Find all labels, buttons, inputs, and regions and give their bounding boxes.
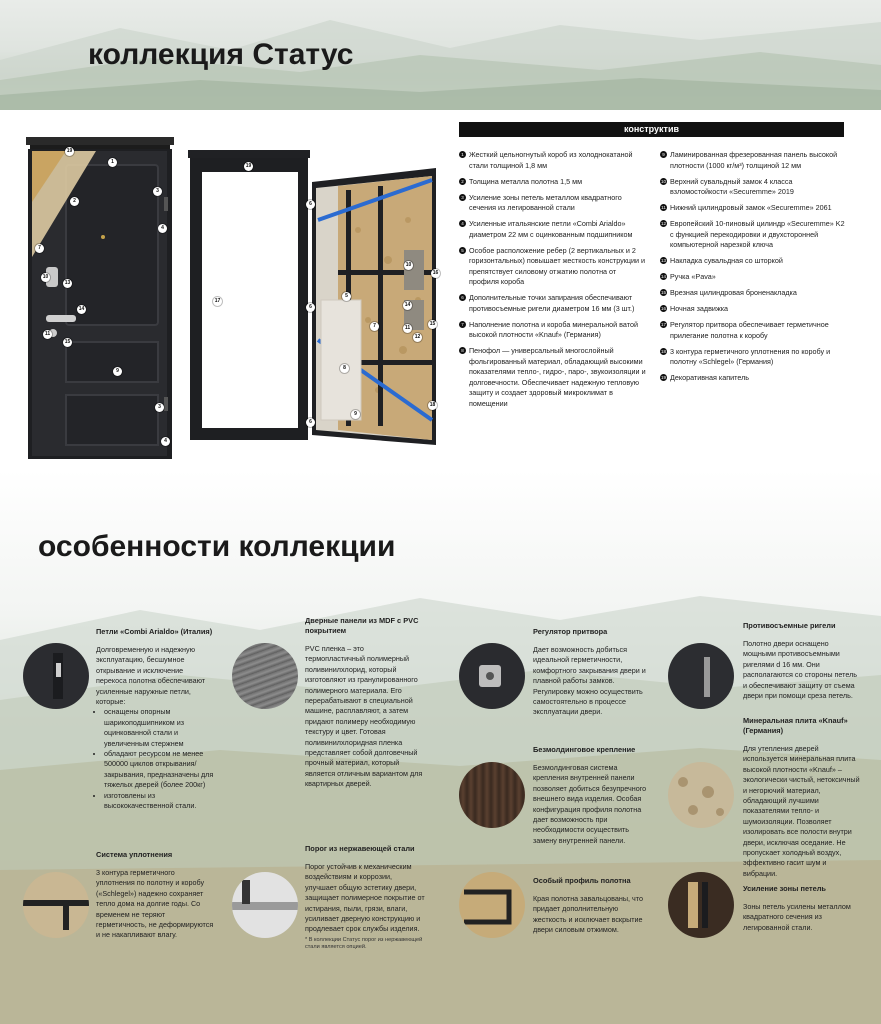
callout-number: 2 [70, 197, 79, 206]
spec-item: 15 Врезная цилиндровая броненакладка [660, 288, 797, 297]
feature-profile: Особый профиль полотна Края полотна завальцованы, что придает дополнительную жесткость и исключает вскрытие двери силовым отжимом. [533, 876, 643, 935]
door-frame-and-section-view [188, 150, 436, 445]
spec-item: 5 Особое расположение ребер (2 вертикальных и 2 горизонтальных) повышает жесткость конструкции и препятствует силовому отжатию полотна от профиля короба [459, 246, 647, 288]
callout-number: 4 [158, 224, 167, 233]
anti-removal-bolts-photo [668, 643, 734, 709]
callout-number: 19 [66, 148, 73, 154]
pvc-panel-photo [232, 643, 298, 709]
footnote: * В коллекции Статус порог из нержавеющей стали является опцией. [305, 936, 423, 950]
spec-item: 7 Наполнение полотна и короба минеральной ватой высокой плотности «Knauf» (Германия) [459, 320, 647, 341]
feature-regulator: Регулятор притвора Дает возможность добиться идеальной герметичности, комфортного закрывания двери и плавной работы замков. Регулировку можно осуществить самостоятельно в процессе эксплуатации двери. [533, 627, 646, 717]
callout-number: 7 [35, 244, 44, 253]
seal-system-photo [23, 872, 89, 938]
callout-number: 9 [113, 367, 122, 376]
feature-threshold: Порог из нержавеющей стали Порог устойчив к механическим воздействиям и коррозии, улучшает общую эстетику двери, защищает полимерное покрытие от истирания, пыли, грязи, влаги, усиливает дверную конструкцию и продлевает срок службы изделия. * В коллекции Статус порог из нержавеющей стали является опцией. [305, 844, 425, 950]
hinge-zone-photo [668, 872, 734, 938]
callout-number: 6 [306, 418, 315, 427]
spec-list-left [459, 150, 647, 415]
spec-item: 10 Верхний сувальдный замок 4 класса взломостойкости «Securemme» 2019 [660, 176, 794, 196]
feature-mounting: Безмолдинговое крепление Безмолдинговая система крепления внутренней панели позволяет добиться безупречного внешнего вида изделия. Особая конфигурация профиля полотна дает возможность при необходимости осуществить замену внутренней панели. [533, 745, 647, 845]
feature-hinge-zone: Усиление зоны петель Зоны петель усилены металлом квадратного сечения из легированной стали. [743, 884, 851, 932]
spec-item: 8 Пенофол — универсальный многослойный фольгированный материал, обладающий высокими показателями тепло-, гидро-, паро-, звукоизоляции и долговечности. Обеспечивает надежную тепловую защиту и создает здоровый микроклимат в помещении [459, 346, 647, 409]
profile-photo [459, 872, 525, 938]
feature-bolts: Противосъемные ригели Полотно двери оснащено мощными противосъемными ригелями d 16 мм. Они располагаются со стороны петель и обеспечивают защиту от съема двери при помощи среза петель. [743, 621, 858, 701]
hinge-photo [23, 643, 89, 709]
spec-item: 18 3 контура герметичного уплотнения по коробу и полотну «Schlegel» (Германия) [660, 346, 831, 366]
callout-number: 13 [64, 280, 71, 286]
callout-number: 11 [404, 325, 411, 331]
feature-hinges: Петли «Combi Arialdo» (Италия) Долговременную и надежную эксплуатацию, бесшумное открывание и исключение перекоса полотна обеспечивают усиленные наружные петли, которые: • оснащены опорным шарикоподшипником из оцинкованной стали и увеличенным стержнем • обладают ресурсом не менее 500000 циклов открывания/закрывания, предназначены для тяжелых дверей (более 200кг) • изготовлены из высококачественной стали. [96, 627, 214, 812]
spec-item: 12 Европейский 10-пиновый цилиндр «Securemme» K2 с функцией перекодировки и двухсторонней компьютерной нарезкой ключа [660, 219, 845, 249]
callout-number: 3 [153, 187, 162, 196]
callout-number: 3 [155, 403, 164, 412]
callout-number: 15 [429, 321, 436, 327]
spec-item: 6 Дополнительные точки запирания обеспечивают противосъемные ригели диаметром 16 мм (3 шт.) [459, 293, 647, 314]
mineral-wool-photo [668, 762, 734, 828]
callout-number: 17 [214, 298, 221, 304]
section-header-konstruktiv: конструктив [459, 122, 844, 137]
page-title: коллекция Статус [88, 38, 354, 71]
callout-number: 10 [42, 274, 49, 280]
spec-item: 3 Усиление зоны петель металлом квадратного сечения из легированной стали [459, 193, 647, 214]
callout-number: 11 [44, 331, 51, 337]
callout-number: 15 [64, 339, 71, 345]
feature-seal: Система уплотнения 3 контура герметичного уплотнения по полотну и коробу («Schlegel») надежно сохраняет тепло дома на долгие годы. Со временем не теряют герметичность, не деформируются и не накапливают влагу. [96, 850, 214, 940]
callout-number: 18 [429, 402, 436, 408]
features-title: особенности коллекции [38, 530, 396, 563]
callout-number: 1 [108, 158, 117, 167]
callout-number: 14 [78, 306, 85, 312]
spec-item: 11 Нижний цилиндровый замок «Securemme» 2061 [661, 203, 832, 212]
callout-number: 16 [432, 270, 439, 276]
threshold-photo [232, 872, 298, 938]
spec-item: 4 Усиленные итальянские петли «Combi Arialdo» диаметром 22 мм с оцинкованным подшипником [459, 219, 647, 240]
spec-item: 19 Декоративная капитель [660, 373, 750, 382]
spec-item: 16 Ночная задвижка [660, 304, 729, 313]
door-front-view [26, 137, 176, 462]
spec-item: 2 Толщина металла полотна 1,5 мм [459, 177, 647, 188]
callout-number: 10 [405, 262, 412, 268]
spec-item: 9 Ламинированная фрезерованная панель высокой плотности (1000 кг/м³) толщиной 12 мм [660, 150, 850, 171]
moldingless-mount-photo [459, 762, 525, 828]
callout-number: 12 [414, 334, 421, 340]
callout-number: 19 [245, 163, 252, 169]
callout-number: 8 [340, 364, 349, 373]
callout-number: 5 [342, 292, 351, 301]
feature-bullets: • оснащены опорным шарикоподшипником из оцинкованной стали и увеличенным стержнем • обладают ресурсом не менее 500000 циклов открывания/закрывания, предназначены для тяжелых дверей (более 200кг) • изготовлены из высококачественной стали. [96, 707, 214, 811]
callout-number: 4 [161, 437, 170, 446]
feature-mineral: Минеральная плита «Knauf» (Германия) Для утепления дверей используется минеральная плита высокой плотности «Knauf» – экологически чистый, нетоксичный и негорючий материал, обладающий лучшими показателями тепло- и шумоизоляции. Позволяет изолировать все полости внутри двери, исключая оседание. Не пропускает холодный воздух, эффективно гасит шум и вибрации. [743, 716, 860, 878]
feature-title: Петли «Combi Arialdo» (Италия) [96, 627, 213, 636]
spec-item: 13 Накладка сувальдная со шторкой [660, 256, 783, 265]
feature-panels: Дверные панели из MDF с PVC покрытием PVC пленка – это термопластичный полимерный поливинилхлорид, который изготовляют из гранулированного полимерного материала. Его перерабатывают в специальной машине, расплавляют, а затем придают полимеру необходимую текстуру и цвет. Готовая поливинилхлоридная пленка представляет собой долговечный прочный материал, который является отличным вариантом для квартирных дверей. [305, 616, 423, 789]
callout-number: 6 [306, 303, 315, 312]
callout-number: 7 [370, 322, 379, 331]
callout-number: 9 [351, 410, 360, 419]
spec-item: 1 Жесткий цельногнутый короб из холоднокатаной стали толщиной 1,8 мм [459, 150, 647, 171]
regulator-photo [459, 643, 525, 709]
callout-number: 14 [404, 302, 411, 308]
spec-item: 14 Ручка «Pava» [660, 272, 716, 281]
spec-list-right [660, 150, 850, 389]
spec-item: 17 Регулятор притвора обеспечивает герметичное прилегание полотна к коробу [660, 320, 829, 340]
callout-number: 6 [306, 200, 315, 209]
